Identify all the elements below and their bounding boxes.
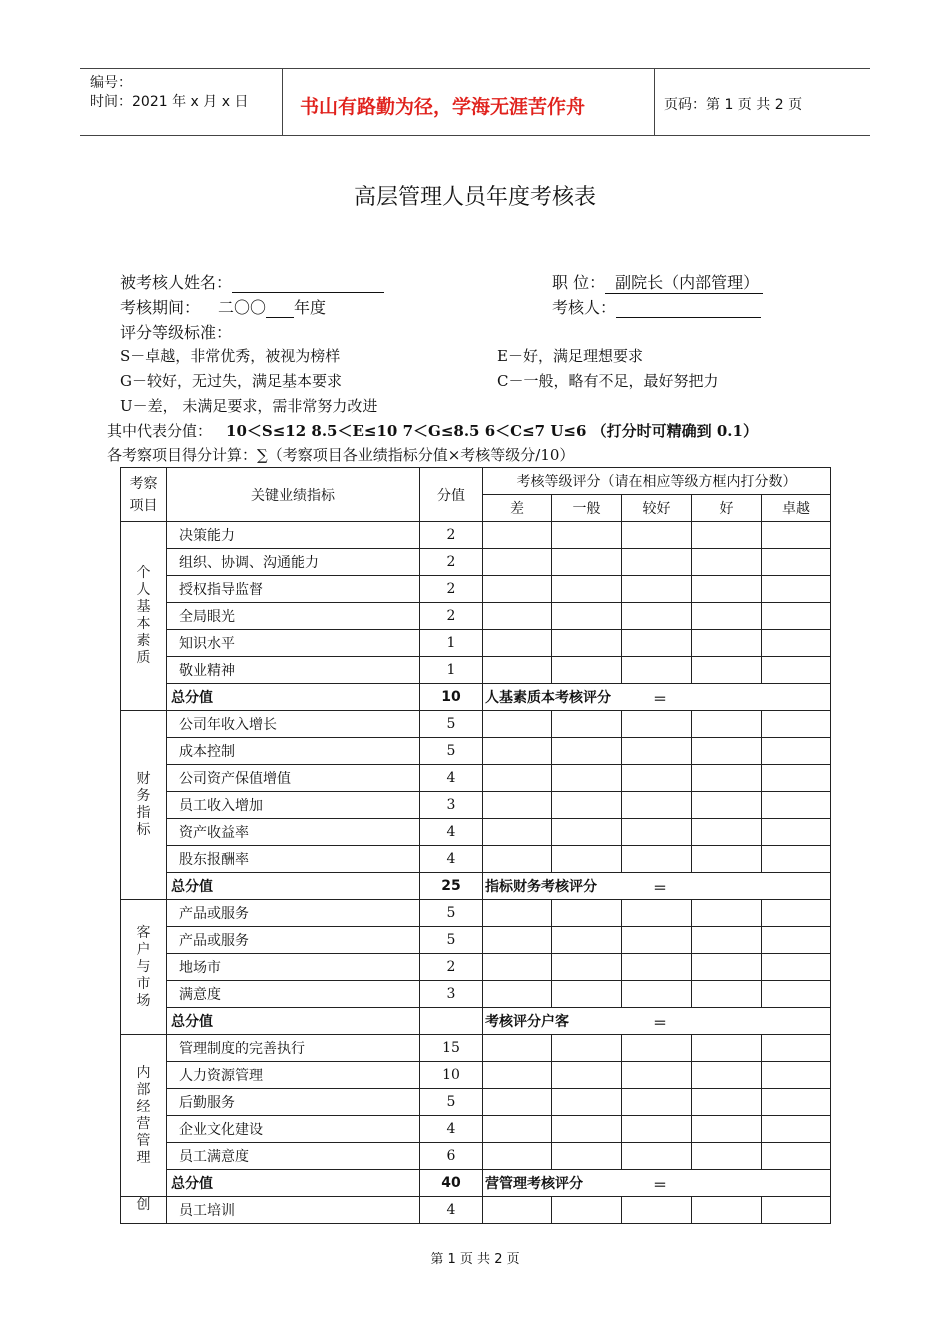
- rating-cell[interactable]: [483, 846, 552, 873]
- table-row: [121, 549, 831, 576]
- rating-cell[interactable]: [552, 603, 622, 630]
- kpi-score: 3: [420, 792, 483, 819]
- period-year-blank[interactable]: [266, 299, 294, 318]
- equals-sign: ＝: [653, 1016, 667, 1032]
- rating-cell[interactable]: [483, 927, 552, 954]
- kpi-name: 股东报酬率: [167, 846, 420, 873]
- rating-cell[interactable]: [762, 1062, 831, 1089]
- formula-line: 各考察项目得分计算：∑（考察项目各业绩指标分值×考核等级分/10）: [107, 446, 575, 464]
- assessor-field-row: [552, 295, 761, 318]
- rating-cell[interactable]: [552, 1143, 622, 1170]
- table-row: [121, 1062, 831, 1089]
- rating-cell[interactable]: [552, 765, 622, 792]
- kpi-name: 授权指导监督: [167, 576, 420, 603]
- rating-cell[interactable]: [692, 1197, 762, 1224]
- total-row: [121, 1008, 831, 1035]
- rating-cell[interactable]: [692, 576, 762, 603]
- table-row: [121, 738, 831, 765]
- kpi-name: 全局眼光: [167, 603, 420, 630]
- kpi-name: 企业文化建设: [167, 1116, 420, 1143]
- rating-cell[interactable]: [762, 630, 831, 657]
- rating-cell[interactable]: [692, 657, 762, 684]
- rating-cell[interactable]: [483, 738, 552, 765]
- rating-cell[interactable]: [483, 657, 552, 684]
- header-motto: 书山有路勤为径，学海无涯苦作舟: [300, 96, 586, 118]
- rating-cell[interactable]: [483, 603, 552, 630]
- rating-cell[interactable]: [483, 765, 552, 792]
- rating-cell[interactable]: [762, 765, 831, 792]
- table-row: [121, 900, 831, 927]
- kpi-name: 员工培训: [167, 1197, 420, 1224]
- total-row: [121, 873, 831, 900]
- rating-cell[interactable]: [762, 819, 831, 846]
- rating-cell[interactable]: [692, 1062, 762, 1089]
- rating-cell[interactable]: [622, 657, 692, 684]
- table-row: [121, 954, 831, 981]
- kpi-name: 产品或服务: [167, 927, 420, 954]
- kpi-score: 2: [420, 576, 483, 603]
- assessment-table: [120, 467, 831, 1224]
- position-label: 职 位：: [552, 273, 606, 292]
- rating-cell[interactable]: [692, 1089, 762, 1116]
- section-name: 创: [121, 1197, 167, 1224]
- score-line-label: 其中代表分值：: [107, 422, 213, 440]
- kpi-score: 5: [420, 711, 483, 738]
- kpi-score: 3: [420, 981, 483, 1008]
- position-field-row: [552, 270, 763, 294]
- rating-cell[interactable]: [483, 522, 552, 549]
- total-row: [121, 1170, 831, 1197]
- rating-cell[interactable]: [692, 819, 762, 846]
- kpi-score: 4: [420, 819, 483, 846]
- level-excellent: 卓越: [762, 495, 831, 522]
- rating-cell[interactable]: [622, 1143, 692, 1170]
- rating-cell[interactable]: [762, 1035, 831, 1062]
- rating-cell[interactable]: [762, 846, 831, 873]
- section-name: 财务指标: [121, 711, 167, 900]
- section-name: 内部经营管理: [121, 1035, 167, 1197]
- kpi-score: 6: [420, 1143, 483, 1170]
- rating-cell[interactable]: [552, 549, 622, 576]
- rating-cell[interactable]: [692, 765, 762, 792]
- kpi-score: 5: [420, 1089, 483, 1116]
- grade-c: C－一般，略有不足，最好努把力: [497, 372, 719, 390]
- rating-cell[interactable]: [622, 549, 692, 576]
- kpi-name: 公司年收入增长: [167, 711, 420, 738]
- rating-cell[interactable]: [692, 603, 762, 630]
- rating-cell[interactable]: [622, 1089, 692, 1116]
- table-row: [121, 576, 831, 603]
- rating-cell[interactable]: [622, 792, 692, 819]
- rating-cell[interactable]: [622, 1062, 692, 1089]
- rating-cell[interactable]: [762, 981, 831, 1008]
- total-value: [420, 1008, 483, 1035]
- rating-cell[interactable]: [483, 711, 552, 738]
- rating-cell[interactable]: [483, 1089, 552, 1116]
- rating-cell[interactable]: [692, 738, 762, 765]
- rating-cell[interactable]: [622, 981, 692, 1008]
- rating-cell[interactable]: [622, 1197, 692, 1224]
- table-row: [121, 630, 831, 657]
- total-label: 总分值: [167, 1170, 420, 1197]
- table-row: [121, 522, 831, 549]
- rating-cell[interactable]: [483, 1062, 552, 1089]
- rating-cell[interactable]: [483, 819, 552, 846]
- head-item: 考察项目: [121, 468, 167, 522]
- rating-cell[interactable]: [483, 1197, 552, 1224]
- total-label: 总分值: [167, 1008, 420, 1035]
- head-kpi: 关键业绩指标: [167, 468, 420, 522]
- table-row: [121, 1143, 831, 1170]
- kpi-name: 满意度: [167, 981, 420, 1008]
- kpi-name: 地场市: [167, 954, 420, 981]
- total-result-label: 营管理考核评分: [485, 1176, 583, 1192]
- rating-cell[interactable]: [762, 549, 831, 576]
- kpi-score: 10: [420, 1062, 483, 1089]
- level-good: 好: [692, 495, 762, 522]
- kpi-name: 组织、协调、沟通能力: [167, 549, 420, 576]
- grade-g: G－较好，无过失，满足基本要求: [120, 372, 342, 390]
- total-label: 总分值: [167, 684, 420, 711]
- total-value: 25: [420, 873, 483, 900]
- period-suffix: 年度: [294, 298, 327, 317]
- equals-sign: ＝: [653, 692, 667, 708]
- kpi-name: 资产收益率: [167, 819, 420, 846]
- kpi-score: 4: [420, 1197, 483, 1224]
- kpi-name: 后勤服务: [167, 1089, 420, 1116]
- rating-cell[interactable]: [622, 630, 692, 657]
- total-result[interactable]: [483, 1170, 831, 1197]
- rating-cell[interactable]: [622, 819, 692, 846]
- table-row: [121, 792, 831, 819]
- kpi-name: 产品或服务: [167, 900, 420, 927]
- rating-cell[interactable]: [552, 981, 622, 1008]
- total-value: 10: [420, 684, 483, 711]
- rating-cell[interactable]: [552, 630, 622, 657]
- table-row: [121, 819, 831, 846]
- assessor-label: 考核人：: [552, 298, 617, 317]
- rating-cell[interactable]: [622, 1035, 692, 1062]
- kpi-score: 2: [420, 522, 483, 549]
- rating-cell[interactable]: [692, 792, 762, 819]
- rating-cell[interactable]: [552, 711, 622, 738]
- rating-cell[interactable]: [762, 576, 831, 603]
- table-row: [121, 603, 831, 630]
- rating-cell[interactable]: [762, 738, 831, 765]
- rating-cell[interactable]: [692, 630, 762, 657]
- rating-cell[interactable]: [622, 927, 692, 954]
- score-line-values: 10＜S≤12 8.5＜E≤10 7＜G≤8.5 6＜C≤7 U≤6 （打分时可精确到 0.1）: [226, 422, 758, 440]
- rating-cell[interactable]: [692, 711, 762, 738]
- kpi-score: 15: [420, 1035, 483, 1062]
- period-prefix: 二〇〇: [218, 298, 267, 317]
- rating-cell[interactable]: [762, 711, 831, 738]
- rating-cell[interactable]: [692, 1035, 762, 1062]
- rating-cell[interactable]: [692, 1143, 762, 1170]
- rating-cell[interactable]: [552, 846, 622, 873]
- rating-cell[interactable]: [622, 522, 692, 549]
- level-average: 一般: [552, 495, 622, 522]
- rating-cell[interactable]: [483, 630, 552, 657]
- period-label: 考核期间：: [120, 298, 201, 317]
- level-poor: 差: [483, 495, 552, 522]
- rating-cell[interactable]: [552, 792, 622, 819]
- total-result[interactable]: [483, 873, 831, 900]
- rating-cell[interactable]: [622, 1116, 692, 1143]
- kpi-name: 管理制度的完善执行: [167, 1035, 420, 1062]
- rating-cell[interactable]: [483, 954, 552, 981]
- kpi-name: 成本控制: [167, 738, 420, 765]
- page-footer: 第 1 页 共 2 页: [430, 1252, 520, 1267]
- table-row: [121, 1197, 831, 1224]
- rating-cell[interactable]: [692, 927, 762, 954]
- rating-cell[interactable]: [692, 900, 762, 927]
- rating-cell[interactable]: [552, 738, 622, 765]
- doc-time-label: 时间：2021 年 x 月 x 日: [90, 94, 249, 110]
- rating-cell[interactable]: [483, 549, 552, 576]
- rating-cell[interactable]: [762, 900, 831, 927]
- rating-cell[interactable]: [692, 846, 762, 873]
- rating-cell[interactable]: [552, 927, 622, 954]
- rating-cell[interactable]: [762, 927, 831, 954]
- name-field-row: [120, 270, 384, 293]
- kpi-score: 4: [420, 1116, 483, 1143]
- table-row: [121, 981, 831, 1008]
- rating-cell[interactable]: [762, 657, 831, 684]
- rating-cell[interactable]: [762, 954, 831, 981]
- rating-cell[interactable]: [622, 711, 692, 738]
- section-name: 客户与市场: [121, 900, 167, 1035]
- kpi-name: 敬业精神: [167, 657, 420, 684]
- equals-sign: ＝: [653, 881, 667, 897]
- kpi-score: 5: [420, 738, 483, 765]
- name-blank[interactable]: [232, 274, 384, 293]
- rating-cell[interactable]: [622, 576, 692, 603]
- assessor-blank[interactable]: [616, 299, 761, 318]
- kpi-score: 2: [420, 603, 483, 630]
- kpi-score: 1: [420, 657, 483, 684]
- rating-cell[interactable]: [552, 954, 622, 981]
- rating-cell[interactable]: [552, 657, 622, 684]
- rating-cell[interactable]: [483, 1116, 552, 1143]
- table-row: [121, 1116, 831, 1143]
- head-score: 分值: [420, 468, 483, 522]
- rating-cell[interactable]: [483, 900, 552, 927]
- rating-cell[interactable]: [692, 981, 762, 1008]
- position-value: 副院长（内部管理）: [605, 270, 763, 294]
- equals-sign: ＝: [653, 1178, 667, 1194]
- kpi-name: 决策能力: [167, 522, 420, 549]
- rating-cell[interactable]: [762, 1089, 831, 1116]
- rating-cell[interactable]: [622, 954, 692, 981]
- section-name: 个人基本素质: [121, 522, 167, 711]
- rating-cell[interactable]: [692, 1116, 762, 1143]
- head-rating: 考核等级评分（请在相应等级方框内打分数）: [483, 468, 831, 495]
- standard-label: 评分等级标准：: [120, 323, 233, 342]
- total-row: [121, 684, 831, 711]
- rating-cell[interactable]: [552, 819, 622, 846]
- kpi-score: 1: [420, 630, 483, 657]
- total-label: 总分值: [167, 873, 420, 900]
- rating-cell[interactable]: [552, 576, 622, 603]
- rating-cell[interactable]: [483, 1143, 552, 1170]
- rating-cell[interactable]: [552, 1062, 622, 1089]
- table-row: [121, 846, 831, 873]
- rating-cell[interactable]: [762, 1143, 831, 1170]
- kpi-name: 员工收入增加: [167, 792, 420, 819]
- kpi-score: 2: [420, 549, 483, 576]
- rating-cell[interactable]: [483, 792, 552, 819]
- period-field-row: [120, 295, 326, 318]
- grade-u: U－差， 未满足要求，需非常努力改进: [120, 397, 378, 415]
- grade-e: E－好，满足理想要求: [497, 347, 643, 365]
- grade-s: S－卓越，非常优秀，被视为榜样: [120, 347, 341, 365]
- total-value: 40: [420, 1170, 483, 1197]
- rating-cell[interactable]: [762, 603, 831, 630]
- total-result[interactable]: [483, 684, 831, 711]
- table-row: [121, 765, 831, 792]
- rating-cell[interactable]: [552, 1035, 622, 1062]
- rating-cell[interactable]: [762, 792, 831, 819]
- rating-cell[interactable]: [622, 738, 692, 765]
- rating-cell[interactable]: [552, 522, 622, 549]
- kpi-name: 人力资源管理: [167, 1062, 420, 1089]
- score-line: [107, 420, 758, 441]
- rating-cell[interactable]: [552, 1089, 622, 1116]
- rating-cell[interactable]: [622, 765, 692, 792]
- total-result[interactable]: [483, 1008, 831, 1035]
- table-row: [121, 1035, 831, 1062]
- rating-cell[interactable]: [483, 981, 552, 1008]
- table-row: [121, 927, 831, 954]
- kpi-score: 4: [420, 765, 483, 792]
- rating-cell[interactable]: [762, 522, 831, 549]
- rating-cell[interactable]: [762, 1197, 831, 1224]
- kpi-score: 5: [420, 900, 483, 927]
- rating-cell[interactable]: [622, 603, 692, 630]
- total-result-label: 指标财务考核评分: [485, 879, 597, 895]
- rating-cell[interactable]: [622, 900, 692, 927]
- rating-cell[interactable]: [552, 900, 622, 927]
- kpi-score: 5: [420, 927, 483, 954]
- page-counter: 页码：第 1 页 共 2 页: [664, 97, 803, 113]
- rating-cell[interactable]: [692, 954, 762, 981]
- level-fair: 较好: [622, 495, 692, 522]
- rating-cell[interactable]: [483, 576, 552, 603]
- rating-cell[interactable]: [552, 1116, 622, 1143]
- total-result-label: 人基素质本考核评分: [485, 690, 611, 706]
- page-title: 高层管理人员年度考核表: [353, 185, 596, 210]
- rating-cell[interactable]: [762, 1116, 831, 1143]
- rating-cell[interactable]: [622, 846, 692, 873]
- table-row: [121, 711, 831, 738]
- rating-cell[interactable]: [483, 1035, 552, 1062]
- rating-cell[interactable]: [692, 549, 762, 576]
- kpi-score: 4: [420, 846, 483, 873]
- rating-cell[interactable]: [692, 522, 762, 549]
- kpi-score: 2: [420, 954, 483, 981]
- kpi-name: 公司资产保值增值: [167, 765, 420, 792]
- total-result-label: 考核评分户客: [485, 1014, 569, 1030]
- kpi-name: 知识水平: [167, 630, 420, 657]
- name-label: 被考核人姓名：: [120, 273, 233, 292]
- rating-cell[interactable]: [552, 1197, 622, 1224]
- doc-number-label: 编号：: [90, 75, 132, 91]
- table-row: [121, 1089, 831, 1116]
- table-row: [121, 657, 831, 684]
- kpi-name: 员工满意度: [167, 1143, 420, 1170]
